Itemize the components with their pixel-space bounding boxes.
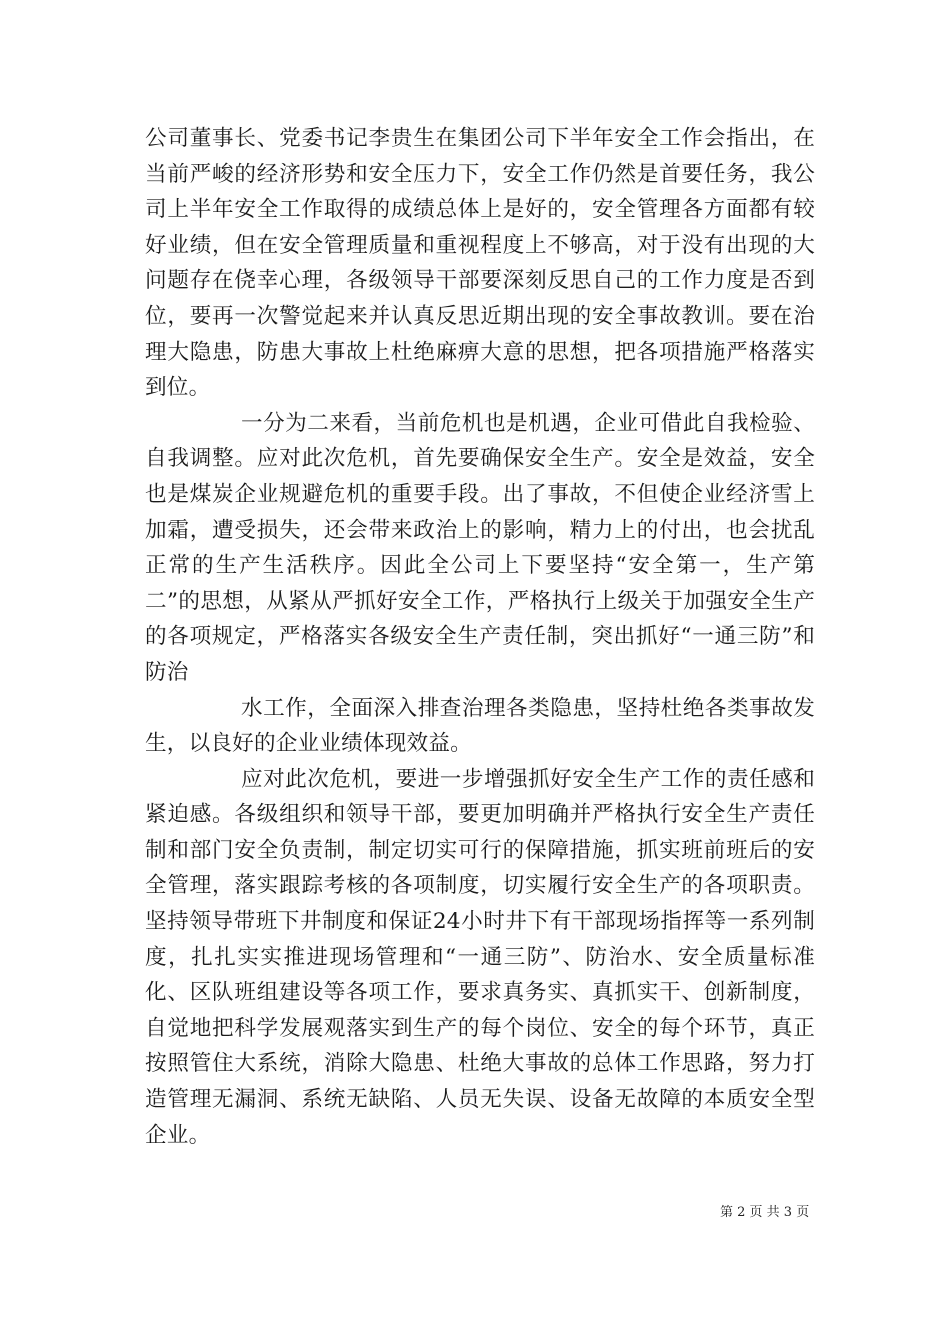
document-body [145, 121, 815, 1153]
paragraph-3: 水工作，全面深入排查治理各类隐患，坚持杜绝各类事故发生，以良好的企业业绩体现效益。 [145, 695, 815, 757]
page-number: 第 2 页 共 3 页 [720, 1205, 810, 1220]
paragraph-4: 应对此次危机，要进一步增强抓好安全生产工作的责任感和紧迫感。各级组织和领导干部，要更加明确并严格执行安全生产责任制和部门安全负责制，制定切实可行的保障措施，抓实班前班后的安全管理，落实跟踪考核的各项制度，切实履行安全生产的各项职责。坚持领导带班下井制度和保证24小时井下有干部现场指挥等一系列制度，扎扎实实推进现场管理和“一通三防”、防治水、安全质量标准化、区队班组建设等各项工作，要求真务实、真抓实干、创新制度，自觉地把科学发展观落实到生产的每个岗位、安全的每个环节，真正按照管住大系统，消除大隐患、杜绝大事故的总体工作思路，努力打造管理无漏洞、系统无缺陷、人员无失误、设备无故障的本质安全型企业。 [145, 766, 815, 1148]
paragraph-2: 一分为二来看，当前危机也是机遇，企业可借此自我检验、自我调整。应对此次危机，首先要确保安全生产。安全是效益，安全也是煤炭企业规避危机的重要手段。出了事故，不但使企业经济雪上加霜，遭受损失，还会带来政治上的影响，精力上的付出，也会扰乱正常的生产生活秩序。因此全公司上下要坚持“安全第一，生产第二”的思想，从紧从严抓好安全工作，严格执行上级关于加强安全生产的各项规定，严格落实各级安全生产责任制，突出抓好“一通三防”和防治 [145, 410, 815, 685]
paragraph-1: 公司董事长、党委书记李贵生在集团公司下半年安全工作会指出，在当前严峻的经济形势和安全压力下，安全工作仍然是首要任务，我公司上半年安全工作取得的成绩总体上是好的，安全管理各方面都有较好业绩，但在安全管理质量和重视程度上不够高，对于没有出现的大问题存在侥幸心理，各级领导干部要深刻反思自己的工作力度是否到位，要再一次警觉起来并认真反思近期出现的安全事故教训。要在治理大隐患，防患大事故上杜绝麻痹大意的思想，把各项措施严格落实到位。 [145, 126, 815, 401]
